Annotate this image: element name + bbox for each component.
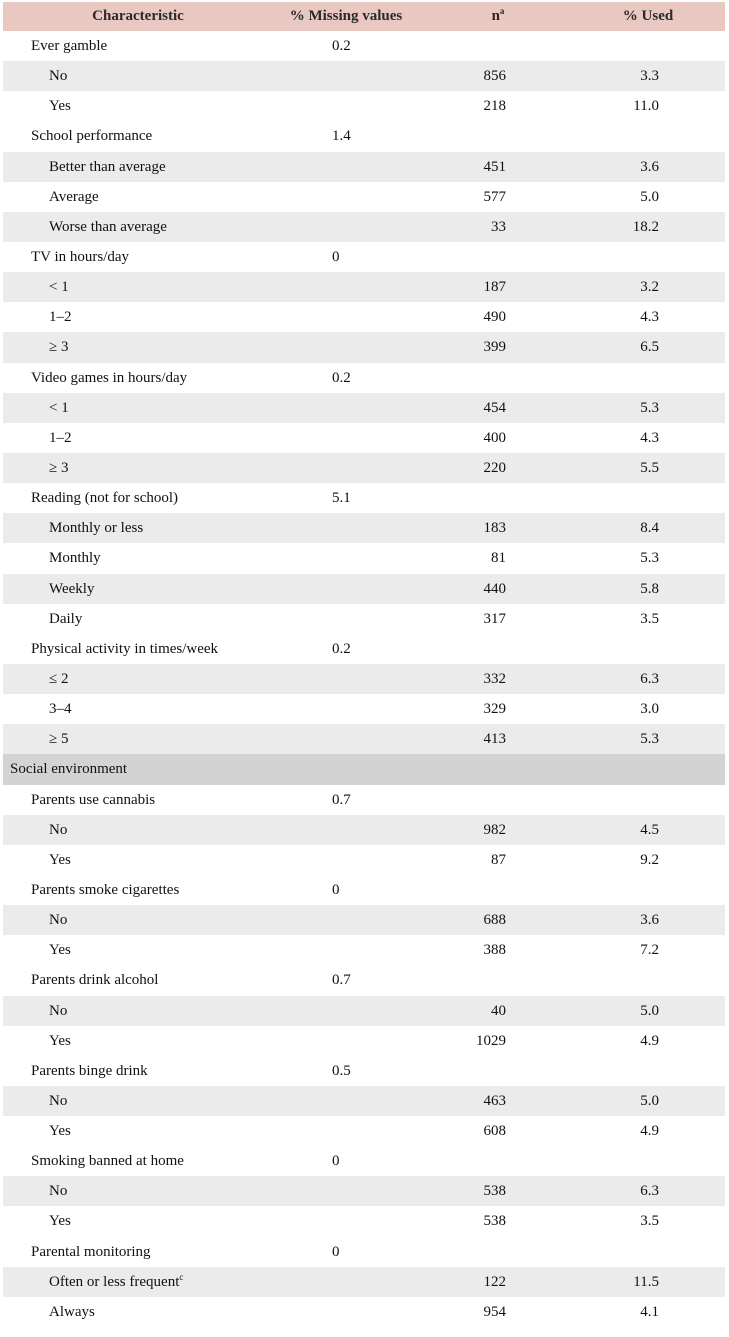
category-row (3, 272, 725, 302)
cell-characteristic: ≥ 3 (49, 459, 69, 476)
cell-characteristic: No (49, 1183, 68, 1200)
cell-characteristic (49, 1267, 183, 1297)
category-row (3, 61, 725, 91)
cell-characteristic: ≥ 5 (49, 731, 69, 748)
category-row (3, 543, 725, 573)
cell-used: 18.2 (632, 218, 659, 235)
cell-characteristic: Parents drink alcohol (31, 972, 159, 989)
cell-n: 332 (483, 670, 506, 687)
category-row (3, 724, 725, 754)
variable-row (3, 31, 725, 61)
category-row (3, 694, 725, 724)
cell-characteristic: Reading (not for school) (31, 490, 179, 507)
table-header (3, 2, 725, 31)
cell-characteristic: Daily (49, 610, 83, 627)
cell-missing-values: 0.2 (332, 38, 351, 54)
category-row (3, 393, 725, 423)
variable-row (3, 785, 725, 815)
cell-n: 454 (483, 399, 506, 416)
cell-characteristic: Always (49, 1303, 95, 1320)
cell-characteristic: 3–4 (49, 701, 72, 718)
cell-used: 9.2 (640, 851, 659, 868)
category-row (3, 1086, 725, 1116)
cell-characteristic: TV in hours/day (31, 248, 130, 265)
category-row (3, 664, 725, 694)
cell-characteristic: Parents use cannabis (31, 791, 156, 808)
cell-used: 5.3 (640, 731, 659, 748)
cell-characteristic: < 1 (49, 399, 69, 416)
cell-characteristic: No (49, 1002, 68, 1019)
category-row (3, 1206, 725, 1236)
cell-used: 5.0 (640, 1002, 659, 1019)
cell-n: 856 (483, 68, 506, 85)
variable-row (3, 121, 725, 151)
cell-missing-values: 0 (332, 248, 340, 265)
cell-used: 3.5 (640, 1213, 659, 1230)
category-row (3, 905, 725, 935)
cell-used: 5.0 (640, 188, 659, 205)
header-n-label: n (491, 8, 500, 24)
category-row (3, 1267, 725, 1297)
cell-used: 3.2 (640, 279, 659, 296)
cell-n: 187 (483, 279, 506, 296)
cell-n: 538 (483, 1213, 506, 1230)
cell-characteristic: Weekly (49, 580, 95, 597)
cell-n: 1029 (476, 1032, 506, 1049)
cell-used: 3.6 (640, 912, 659, 929)
table-body (3, 31, 725, 1327)
header-used: % Used (622, 8, 674, 24)
cell-n: 451 (483, 158, 506, 175)
category-row (3, 604, 725, 634)
category-row (3, 453, 725, 483)
cell-characteristic: Yes (49, 1032, 71, 1049)
cell-characteristic: Video games in hours/day (31, 369, 188, 386)
cell-n: 490 (483, 309, 506, 326)
cell-characteristic: Yes (49, 1123, 71, 1140)
cell-used: 4.9 (640, 1032, 659, 1049)
variable-row (3, 483, 725, 513)
cell-missing-values: 0 (332, 1153, 340, 1170)
category-row (3, 574, 725, 604)
cell-n: 982 (483, 821, 506, 838)
cell-missing-values: 0 (332, 881, 340, 898)
cell-n: 87 (491, 851, 506, 868)
footnote-marker: c (179, 1271, 184, 1282)
cell-n: 608 (483, 1123, 506, 1140)
cell-used: 4.3 (640, 429, 659, 446)
cell-used: 5.8 (640, 580, 659, 597)
cell-n: 463 (483, 1092, 506, 1109)
cell-characteristic: No (49, 821, 68, 838)
cell-missing-values: 0.5 (332, 1062, 351, 1079)
cell-used: 6.3 (640, 670, 659, 687)
category-row (3, 845, 725, 875)
category-row (3, 513, 725, 543)
cell-used: 3.3 (640, 68, 659, 85)
cell-characteristic: Yes (49, 1213, 71, 1230)
cell-n: 220 (483, 459, 506, 476)
category-row (3, 423, 725, 453)
cell-used: 5.5 (640, 459, 659, 476)
cell-n: 400 (483, 429, 506, 446)
cell-n: 577 (483, 188, 506, 205)
cell-n: 218 (483, 98, 506, 115)
category-row (3, 935, 725, 965)
cell-characteristic: Social environment (10, 761, 128, 778)
variable-row (3, 1056, 725, 1086)
cell-label-text: Often or less frequent (49, 1273, 180, 1290)
cell-used: 4.9 (640, 1123, 659, 1140)
cell-characteristic: Yes (49, 98, 71, 115)
cell-used: 5.3 (640, 550, 659, 567)
category-row (3, 212, 725, 242)
cell-characteristic: Parental monitoring (31, 1243, 151, 1260)
variable-row (3, 634, 725, 664)
cell-used: 4.1 (640, 1303, 659, 1320)
cell-used: 6.3 (640, 1183, 659, 1200)
cell-n: 399 (483, 339, 506, 356)
cell-n: 183 (483, 520, 506, 537)
cell-missing-values: 0.2 (332, 369, 351, 386)
cell-n: 317 (483, 610, 506, 627)
header-n (473, 2, 523, 31)
cell-used: 7.2 (640, 942, 659, 959)
cell-characteristic: ≥ 3 (49, 339, 69, 356)
cell-used: 5.3 (640, 399, 659, 416)
cell-missing-values: 0.7 (332, 972, 351, 989)
cell-used: 5.0 (640, 1092, 659, 1109)
cell-n: 440 (483, 580, 506, 597)
cell-characteristic: Ever gamble (31, 38, 108, 54)
variable-row (3, 363, 725, 393)
section-row (3, 754, 725, 784)
category-row (3, 996, 725, 1026)
cell-missing-values: 5.1 (332, 490, 351, 507)
cell-n: 413 (483, 731, 506, 748)
cell-n: 538 (483, 1183, 506, 1200)
cell-characteristic: Worse than average (49, 218, 167, 235)
variable-row (3, 242, 725, 272)
category-row (3, 91, 725, 121)
cell-characteristic: Yes (49, 942, 71, 959)
cell-characteristic: No (49, 1092, 68, 1109)
cell-n: 329 (483, 701, 506, 718)
cell-n: 122 (483, 1273, 506, 1290)
cell-n: 33 (491, 218, 506, 235)
cell-characteristic: Parents binge drink (31, 1062, 148, 1079)
header-characteristic: Characteristic (92, 8, 184, 24)
cell-n: 40 (491, 1002, 506, 1019)
cell-characteristic: < 1 (49, 279, 69, 296)
cell-used: 3.0 (640, 701, 659, 718)
variable-row (3, 1237, 725, 1267)
cell-used: 11.0 (633, 98, 659, 115)
cell-characteristic: ≤ 2 (49, 670, 69, 687)
cell-used: 4.5 (640, 821, 659, 838)
cell-characteristic: Parents smoke cigarettes (31, 881, 180, 898)
cell-used: 8.4 (640, 520, 659, 537)
category-row (3, 182, 725, 212)
cell-characteristic: Monthly or less (49, 520, 144, 537)
cell-characteristic: Smoking banned at home (31, 1153, 184, 1170)
category-row (3, 1116, 725, 1146)
variable-row (3, 875, 725, 905)
variable-row (3, 1146, 725, 1176)
cell-used: 3.6 (640, 158, 659, 175)
cell-characteristic: Monthly (49, 550, 101, 567)
cell-missing-values: 0 (332, 1243, 340, 1260)
cell-characteristic: Average (49, 188, 99, 205)
cell-n: 388 (483, 942, 506, 959)
cell-characteristic: No (49, 68, 68, 85)
category-row (3, 152, 725, 182)
cell-characteristic: Better than average (49, 158, 166, 175)
category-row (3, 1026, 725, 1056)
cell-missing-values: 0.7 (332, 791, 351, 808)
cell-used: 6.5 (640, 339, 659, 356)
cell-n: 954 (483, 1303, 506, 1320)
cell-characteristic: Yes (49, 851, 71, 868)
cell-characteristic: School performance (31, 128, 153, 145)
cell-characteristic: Physical activity in times/week (31, 640, 219, 657)
cell-used: 3.5 (640, 610, 659, 627)
data-table (3, 2, 725, 1327)
cell-characteristic: 1–2 (49, 429, 72, 446)
category-row (3, 1176, 725, 1206)
cell-characteristic: 1–2 (49, 309, 72, 326)
variable-row (3, 965, 725, 995)
cell-missing-values: 0.2 (332, 640, 351, 657)
category-row (3, 332, 725, 362)
cell-n: 81 (491, 550, 506, 567)
category-row (3, 1297, 725, 1327)
category-row (3, 815, 725, 845)
cell-used: 4.3 (640, 309, 659, 326)
cell-n: 688 (483, 912, 506, 929)
cell-characteristic: No (49, 912, 68, 929)
category-row (3, 302, 725, 332)
cell-missing-values: 1.4 (332, 128, 351, 145)
header-n-footnote: a (499, 6, 505, 16)
header-missing-values: % Missing values (289, 8, 403, 24)
cell-used: 11.5 (633, 1273, 659, 1290)
